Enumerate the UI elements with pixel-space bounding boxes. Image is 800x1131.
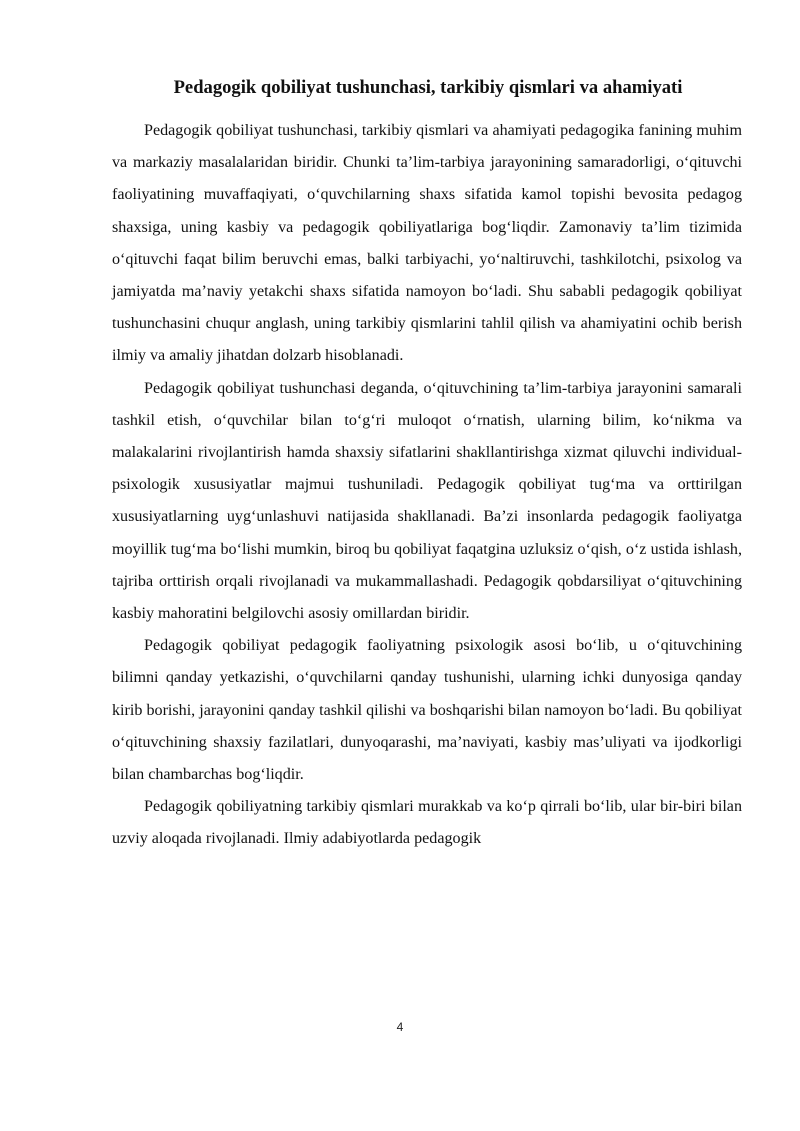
document-title: Pedagogik qobiliyat tushunchasi, tarkibiy qismlari va ahamiyati: [173, 77, 683, 98]
paragraph-4: Pedagogik qobiliyatning tarkibiy qismlari murakkab va ko‘p qirrali bo‘lib, ular bir-biri bilan uzviy aloqada rivojlanadi. Ilmiy adabiyotlarda pedagogik: [112, 798, 742, 848]
document-body: [112, 115, 742, 856]
paragraph-2: Pedagogik qobiliyat tushunchasi deganda, o‘qituvchining ta’lim-tarbiya jarayonini samarali tashkil etish, o‘quvchilar bilan to‘g‘ri muloqot o‘rnatish, ularning bilim, ko‘nikma va malakalarini rivojlantirish hamda shaxsiy sifatlarini shakllantirishga xizmat qiluvchi individual-psixologik xususiyatlar majmui tushuniladi. Pedagogik qobiliyat tug‘ma va orttirilgan xususiyatlarning uyg‘unlashuvi natijasida shakllanadi. Ba’zi insonlarda pedagogik faoliyatga moyillik tug‘ma bo‘lishi mumkin, biroq bu qobiliyat faqatgina uzluksiz o‘qish, o‘z ustida ishlash, tajriba orttirish orqali rivojlanadi va mukammallashadi. Pedagogik qobdarsiliyat o‘qituvchining kasbiy mahoratini belgilovchi asosiy omillardan biridir.: [112, 379, 742, 623]
page-number: 4: [396, 1020, 404, 1034]
paragraph-1: Pedagogik qobiliyat tushunchasi, tarkibiy qismlari va ahamiyati pedagogika fanining muhim va markaziy masalalaridan biridir. Chunki ta’lim-tarbiya jarayonining samaradorligi, o‘qituvchi faoliyatining muvaffaqiyati, o‘quvchilarning shaxs sifatida kamol topishi bevosita pedagog shaxsiga, uning kasbiy va pedagogik qobiliyatlariga bog‘liqdir. Zamonaviy ta’lim tizimida o‘qituvchi faqat bilim beruvchi emas, balki tarbiyachi, yo‘naltiruvchi, tashkilotchi, psixolog va jamiyatda ma’naviy yetakchi shaxs sifatida namoyon bo‘ladi. Shu sababli pedagogik qobiliyat tushunchasini chuqur anglash, uning tarkibiy qismlarini tahlil qilish va ahamiyatini ochib berish ilmiy va amaliy jihatdan dolzarb hisoblanadi.: [112, 122, 742, 365]
paragraph-3: Pedagogik qobiliyat pedagogik faoliyatning psixologik asosi bo‘lib, u o‘qituvchining bilimni qanday yetkazishi, o‘quvchilarni qanday tushunishi, ularning ichki dunyosiga qanday kirib borishi, jarayonini qanday tashkil qilishi va boshqarishi bilan namoyon bo‘ladi. Bu qobiliyat o‘qituvchining shaxsiy fazilatlari, dunyoqarashi, ma’naviyati, kasbiy mas’uliyati va ijodkorligi bilan chambarchas bog‘liqdir.: [112, 637, 742, 784]
